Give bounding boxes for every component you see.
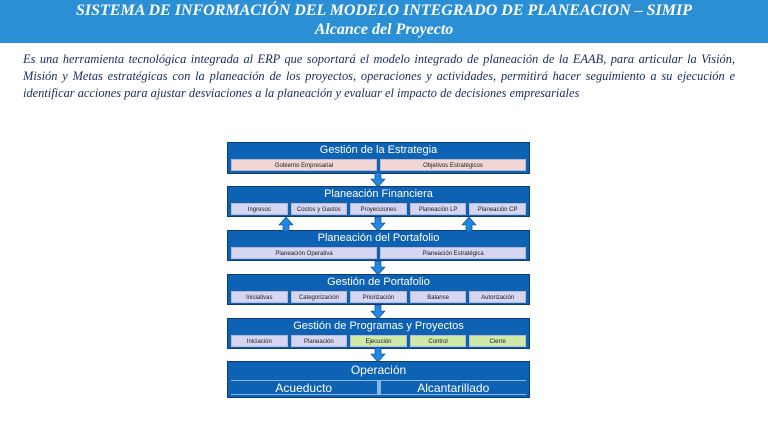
cell-ejecucion: Ejecución [350,335,407,347]
block-gestion-estrategia [227,142,530,174]
cell-autorizacion: Autorización [469,291,526,303]
cell-ingresos: Ingresos [231,203,288,215]
cell-iniciativas: Iniciativas [231,291,288,303]
cell-alcantarillado: Alcantarillado [381,380,527,395]
arrow-up-icon [461,217,477,231]
cell-iniciacion: Iniciación [231,335,288,347]
cell-priorizacion: Priorización [350,291,407,303]
block-operacion [227,361,530,398]
block-title: Planeación Financiera [324,188,433,200]
arrow-down-icon [370,305,386,319]
cell-gobierno-empresarial: Gobierno Empresarial [231,159,377,171]
block-title: Gestión de la Estrategia [319,144,438,156]
cell-planeacion-cp: Planeación CP [469,203,526,215]
block-planeacion-financiera [227,186,530,217]
cell-balance: Balance [410,291,467,303]
cell-planeacion-operativa: Planeación Operativa [231,247,377,259]
intro-paragraph: Es una herramienta tecnológica integrada al ERP que soportará el modelo integrado de planeación de la EAAB, para articular la Visión, Misión y Metas estratégicas con la planeación de los proyectos, operaciones y actividades, permitirá hacer seguimiento a su ejecución e identificar acciones para ajustar desviaciones a la planeación y evaluar el impacto de decisiones empresariales [23,52,735,100]
block-title: Gestión de Programas y Proyectos [293,320,464,332]
cell-control: Control [410,335,467,347]
arrow-up-icon [278,217,294,231]
arrow-down-icon [370,261,386,275]
process-diagram [227,142,530,398]
block-title: Gestión de Portafolio [327,276,430,288]
arrow-down-icon [370,348,386,362]
arrow-down-icon [370,173,386,187]
cell-planeacion-estrategica: Planeación Estratégica [380,247,526,259]
slide-title: SISTEMA DE INFORMACIÓN DEL MODELO INTEGRADO DE PLANEACION – SIMIP [76,2,692,19]
cell-planeacion-lp: Planeación LP [410,203,467,215]
cell-acueducto: Acueducto [231,380,377,395]
block-gestion-portafolio [227,274,530,305]
cell-costos-gastos: Costos y Gastos [291,203,348,215]
cell-cierre: Cierre [469,335,526,347]
cell-planeacion: Planeación [291,335,348,347]
block-title: Planeación del Portafolio [317,232,440,244]
cell-proyecciones: Proyecciones [350,203,407,215]
block-gestion-programas [227,318,530,349]
slide-header [0,0,768,43]
arrow-down-icon [370,217,386,231]
block-planeacion-portafolio [227,230,530,261]
cell-categorizacion: Categorización [291,291,348,303]
block-title: Operación [350,363,407,377]
slide-subtitle: Alcance del Proyecto [314,21,454,38]
cell-objetivos-estrategicos: Objetivos Estratégicos [380,159,526,171]
